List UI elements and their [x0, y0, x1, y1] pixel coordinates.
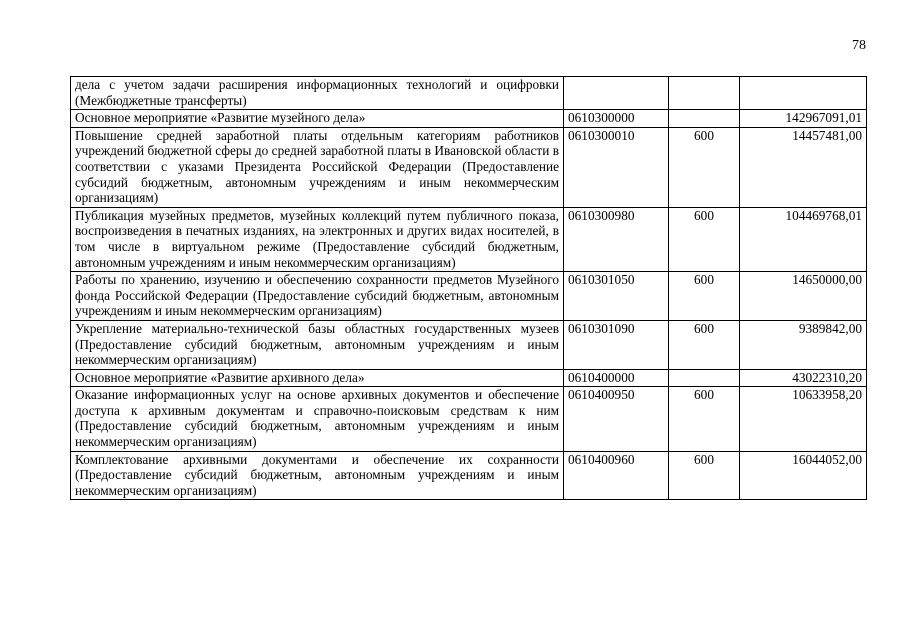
row-code: 0610300980 [564, 207, 669, 271]
row-name: Комплектование архивными документами и обеспечение их сохранности (Предоставление субсидий бюджетным, автономным учреждениям и иным некоммерческим организациям) [71, 451, 564, 500]
row-name: Публикация музейных предметов, музейных коллекций путем публичного показа, воспроизведения в печатных изданиях, на электронных и других видах носителей, в том числе в виртуальном режиме (Предоставление субсидий бюджетным, автономным учреждениям и иным некоммерческим организациям) [71, 207, 564, 271]
table-row [71, 387, 867, 451]
row-expense-type [669, 110, 740, 128]
table-row [71, 127, 867, 207]
row-name: Укрепление материально-технической базы областных государственных музеев (Предоставление субсидий бюджетным, автономным учреждениям и иным некоммерческим организациям) [71, 320, 564, 369]
table-row [71, 272, 867, 321]
row-expense-type: 600 [669, 127, 740, 207]
row-sum: 14457481,00 [740, 127, 867, 207]
row-name: Повышение средней заработной платы отдельным категориям работников учреждений бюджетной сферы до средней заработной платы в Ивановской области в соответствии с указами Президента Российской Федерации (Предоставление субсидий бюджетным, автономным учреждениям и иным некоммерческим организациям) [71, 127, 564, 207]
row-sum [740, 77, 867, 110]
row-code: 0610400000 [564, 369, 669, 387]
row-name: дела с учетом задачи расширения информационных технологий и оцифровки (Межбюджетные трансферты) [71, 77, 564, 110]
row-expense-type: 600 [669, 387, 740, 451]
page-number: 78 [852, 38, 866, 53]
table-row [71, 369, 867, 387]
row-code: 0610400960 [564, 451, 669, 500]
row-name: Основное мероприятие «Развитие музейного дела» [71, 110, 564, 128]
row-expense-type: 600 [669, 320, 740, 369]
row-code: 0610300000 [564, 110, 669, 128]
row-name: Основное мероприятие «Развитие архивного дела» [71, 369, 564, 387]
row-code: 0610400950 [564, 387, 669, 451]
row-code: 0610300010 [564, 127, 669, 207]
row-expense-type [669, 369, 740, 387]
row-sum: 10633958,20 [740, 387, 867, 451]
row-sum: 43022310,20 [740, 369, 867, 387]
row-name: Работы по хранению, изучению и обеспечению сохранности предметов Музейного фонда Российской Федерации (Предоставление субсидий бюджетным, автономным учреждениям и иным некоммерческим организациям) [71, 272, 564, 321]
row-sum: 9389842,00 [740, 320, 867, 369]
row-expense-type: 600 [669, 207, 740, 271]
row-code: 0610301050 [564, 272, 669, 321]
row-code: 0610301090 [564, 320, 669, 369]
row-code [564, 77, 669, 110]
table-row [71, 451, 867, 500]
row-name: Оказание информационных услуг на основе архивных документов и обеспечение доступа к архивным документам и справочно-поисковым средствам к ним (Предоставление субсидий бюджетным, автономным учреждениям и иным некоммерческим организациям) [71, 387, 564, 451]
row-sum: 142967091,01 [740, 110, 867, 128]
row-sum: 104469768,01 [740, 207, 867, 271]
table-row [71, 207, 867, 271]
row-sum: 14650000,00 [740, 272, 867, 321]
row-sum: 16044052,00 [740, 451, 867, 500]
budget-table [70, 76, 867, 500]
row-expense-type: 600 [669, 451, 740, 500]
row-expense-type: 600 [669, 272, 740, 321]
table-row [71, 110, 867, 128]
table-row [71, 77, 867, 110]
row-expense-type [669, 77, 740, 110]
table-row [71, 320, 867, 369]
